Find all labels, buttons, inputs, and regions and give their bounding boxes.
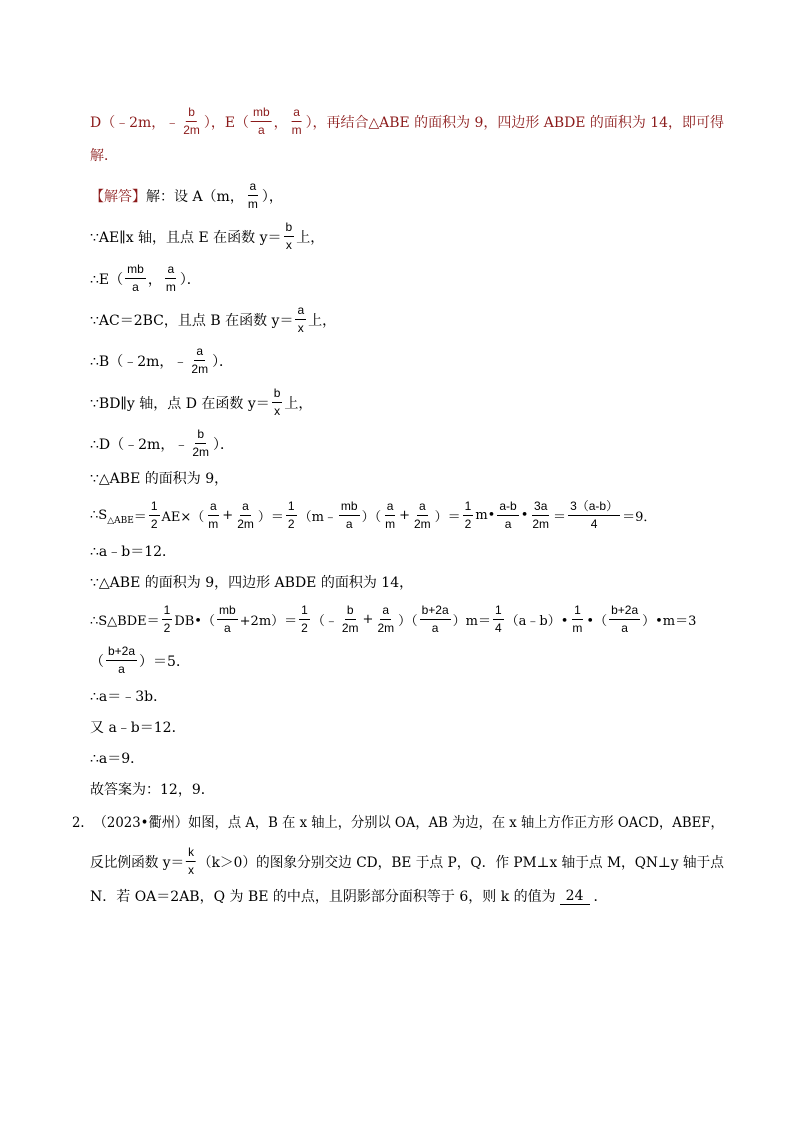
solution-answer-header: 【解答】 解：设 A（m， a m ）， [90,179,283,211]
fraction: a 2m [191,344,209,376]
solution-step: ∴B（﹣2m，﹣ a 2m ）． [90,344,234,376]
answer-tag: 【解答】 [90,188,146,205]
solution-step-area-bde: ∴S△BDE＝ 1 2 DB•（ mb a +2m）＝ 1 2 （﹣ b 2m + $\frac{a}{2m}$ ）（ b+2a a ）m＝ 1 4 （a﹣b）• 1 m •（ b+2a a ）•m＝3 [90,603,697,635]
fraction: 1 2 [287,499,295,531]
solution-step: 又 a﹣b＝12． [90,720,186,736]
problem-2-line-1: 2． （2023•衢州）如图，点 A，B 在 x 轴上，分别以 OA，AB 为边，在 x 轴上方作正方形 OACD，ABEF， [72,812,724,832]
fraction: a m [291,105,302,137]
solution-step: ∵BD∥y 轴，点 D 在函数 y＝ b x 上， [90,386,313,418]
fraction: a x [297,303,305,335]
answer-blank: 24 [560,888,590,905]
fraction: b+2a a [108,644,136,676]
fraction: $\frac{a}{2m}$ [377,603,395,635]
fraction: 1 m [572,603,583,635]
fraction: a-b a [499,499,517,531]
problem-2-line-2: 反比例函数 y＝ k x （k＞0）的图象分别交边 CD，BE 于点 P，Q．作 PM⊥x 轴于点 M，QN⊥y 轴于点 [90,845,724,877]
solution-step: ∴D（﹣2m，﹣ b 2m ）． [90,427,234,459]
problem-2-line-3: N．若 OA＝2AB，Q 为 BE 的中点，且阴影部分面积等于 6，则 k 的值为 24 ． [90,887,608,905]
fraction: b 2m [183,105,200,137]
solution-step: ∴a＝﹣3b． [90,689,168,705]
fraction: mb a [218,603,236,635]
solution-analysis-line: D（﹣2m，﹣ b 2m ），E（ mb a ， a m ），再结合△ABE 的面积为 9，四边形 ABDE 的面积为 14，即可得 [90,105,724,137]
fraction: mb a [253,105,270,137]
fraction: 1 2 [301,603,308,635]
fraction: a m [165,262,176,294]
final-answer-line: 故答案为：12，9． [90,782,215,798]
fraction: b+2a a [611,603,639,635]
fraction: b 2m [192,427,209,459]
fraction: b 2m [341,603,359,635]
solution-step: ∵AE∥x 轴，且点 E 在函数 y＝ b x 上， [90,220,325,252]
fraction: a m [385,499,396,531]
solution-analysis-line: 解． [90,148,118,164]
fraction: $\frac{a}{2m}$ [237,499,254,531]
fraction: a m [208,499,219,531]
solution-step: ∴a＝9． [90,751,145,767]
fraction: b+2a a [421,603,449,635]
solution-step: （ b+2a a ）＝5． [90,644,190,676]
fraction: b x [285,220,293,252]
fraction: a m [247,179,258,211]
fraction: mb a [127,262,144,294]
fraction: 1 4 [494,603,502,635]
solution-step: ∵△ABE 的面积为 9，四边形 ABDE 的面积为 14， [90,575,414,591]
solution-step: ∵△ABE 的面积为 9， [90,471,229,487]
problem-number: 2． [72,815,94,831]
fraction: 3a 2m [532,499,550,531]
fraction: 1 2 [464,499,472,531]
solution-step: ∵AC＝2BC，且点 B 在函数 y＝ a x 上， [90,303,337,335]
solution-step-area-abe: ∴S △ABE ＝ 1 2 AE×（ a m + $\frac{a}{2m}$ ）＝ 1 2 （m﹣ mb a ）（ a m + $\frac{a}{2m}$ ）＝ 1 2 m• a-b a • 3a 2m ＝ 3（a-b） 4 ＝9． [90,499,657,531]
fraction: 1 2 [163,603,171,635]
solution-step: ∴a﹣b＝12． [90,544,177,560]
fraction: b x [273,386,281,418]
fraction: $\frac{a}{2m}$ [413,499,431,531]
fraction: mb a [340,499,358,531]
solution-step: ∴E（ mb a ， a m ）． [90,262,201,294]
fraction: 1 2 [150,499,158,531]
fraction: k x [188,845,195,877]
fraction: 3（a-b） 4 [570,499,619,531]
